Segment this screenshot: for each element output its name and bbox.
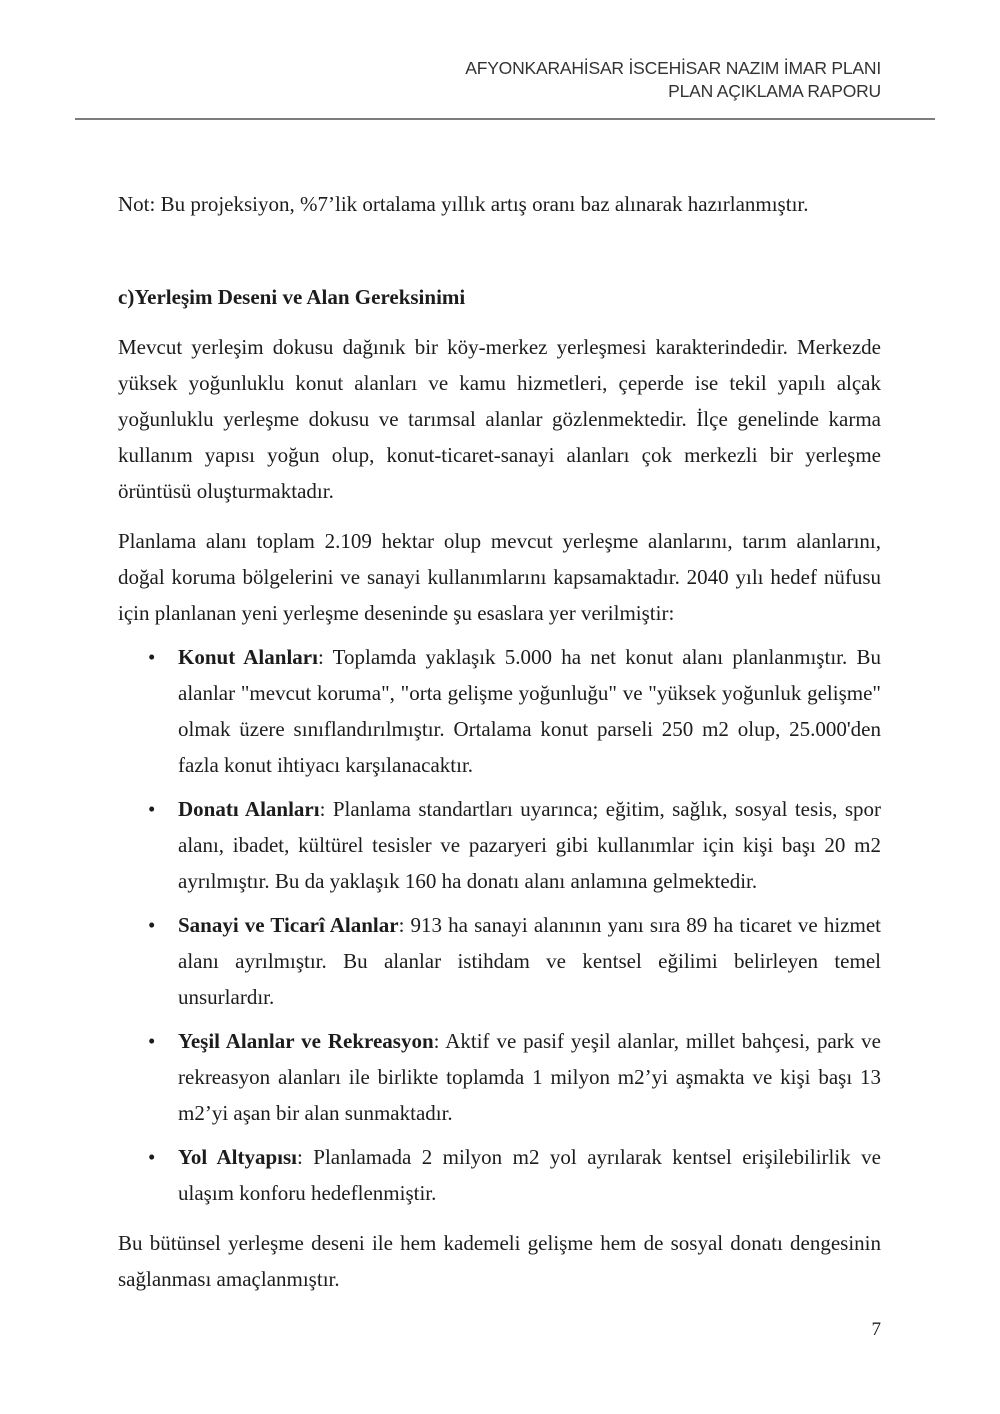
bullet-text: : Planlamada 2 milyon m2 yol ayrılarak kentsel erişilebilirlik ve ulaşım konforu hedeflenmiştir. bbox=[178, 1145, 882, 1205]
list-item bbox=[118, 1023, 881, 1131]
header-divider bbox=[75, 118, 935, 120]
header-line-1: AFYONKARAHİSAR İSCEHİSAR NAZIM İMAR PLANI bbox=[465, 58, 881, 78]
list-item bbox=[118, 639, 881, 783]
bullet-icon: • bbox=[148, 1145, 156, 1169]
note-paragraph: Not: Bu projeksiyon, %7’lik ortalama yıllık artış oranı baz alınarak hazırlanmıştır. bbox=[118, 192, 809, 216]
bullet-title: Sanayi ve Ticarî Alanlar bbox=[178, 913, 399, 937]
page-number: 7 bbox=[871, 1319, 881, 1340]
closing-paragraph: Bu bütünsel yerleşme deseni ile hem kademeli gelişme hem de sosyal donatı dengesinin sağlanması amaçlanmıştır. bbox=[118, 1231, 881, 1291]
list-item bbox=[118, 907, 881, 1015]
body-paragraph: Planlama alanı toplam 2.109 hektar olup mevcut yerleşme alanlarını, tarım alanlarını, doğal koruma bölgelerini ve sanayi kullanımlarını kapsamaktadır. 2040 yılı hedef nüfusu için planlanan yeni yerleşme deseninde şu esaslara yer verilmiştir: bbox=[118, 529, 881, 625]
bullet-icon: • bbox=[148, 913, 156, 937]
list-item bbox=[118, 791, 881, 899]
document-body bbox=[118, 186, 881, 1297]
bullet-title: Yol Altyapısı bbox=[178, 1145, 297, 1169]
bullet-text: : Toplamda yaklaşık 5.000 ha net konut alanı planlanmıştır. Bu alanlar "mevcut koruma", "orta gelişme yoğunluğu" ve "yüksek yoğunluk gelişme" olmak üzere sınıflandırılmıştır. Ortalama konut parseli 250 m2 olup, 25.000'den fazla konut ihtiyacı karşılanacaktır. bbox=[178, 645, 881, 777]
bullet-text: : Planlama standartları uyarınca; eğitim, sağlık, sosyal tesis, spor alanı, ibadet, kültürel tesisler ve pazaryeri gibi kullanımlar için kişi başı 20 m2 ayrılmıştır. Bu da yaklaşık 160 ha donatı alanı anlamına gelmektedir. bbox=[178, 797, 881, 893]
body-paragraph: Mevcut yerleşim dokusu dağınık bir köy-merkez yerleşmesi karakterindedir. Merkezde yüksek yoğunluklu konut alanları ve kamu hizmetleri, çeperde ise tekil yapılı alçak yoğunluklu yerleşme dokusu ve tarımsal alanlar gözlenmektedir. İlçe genelinde karma kullanım yapısı yoğun olup, konut-ticaret-sanayi alanları çok merkezli bir yerleşme örüntüsü oluşturmaktadır. bbox=[118, 335, 881, 503]
bullet-icon: • bbox=[148, 1029, 156, 1053]
header-line-2: PLAN AÇIKLAMA RAPORU bbox=[668, 81, 881, 101]
running-header bbox=[0, 0, 1000, 103]
bullet-title: Donatı Alanları bbox=[178, 797, 320, 821]
bullet-text: : 913 ha sanayi alanının yanı sıra 89 ha ticaret ve hizmet alanı ayrılmıştır. Bu alanlar istihdam ve kentsel eğilimi belirleyen temel unsurlardır. bbox=[178, 913, 882, 1009]
list-item bbox=[118, 1139, 881, 1211]
bullet-title: Konut Alanları bbox=[178, 645, 318, 669]
section-heading: c)Yerleşim Deseni ve Alan Gereksinimi bbox=[118, 285, 466, 309]
bullet-text: : Aktif ve pasif yeşil alanlar, millet bahçesi, park ve rekreasyon alanları ile birlikte toplamda 1 milyon m2’yi aşmakta ve kişi başı 13 m2’yi aşan bir alan sunmaktadır. bbox=[178, 1029, 881, 1125]
bullet-icon: • bbox=[148, 797, 156, 821]
bullet-list bbox=[118, 639, 881, 1211]
bullet-icon: • bbox=[148, 645, 156, 669]
bullet-title: Yeşil Alanlar ve Rekreasyon bbox=[178, 1029, 434, 1053]
